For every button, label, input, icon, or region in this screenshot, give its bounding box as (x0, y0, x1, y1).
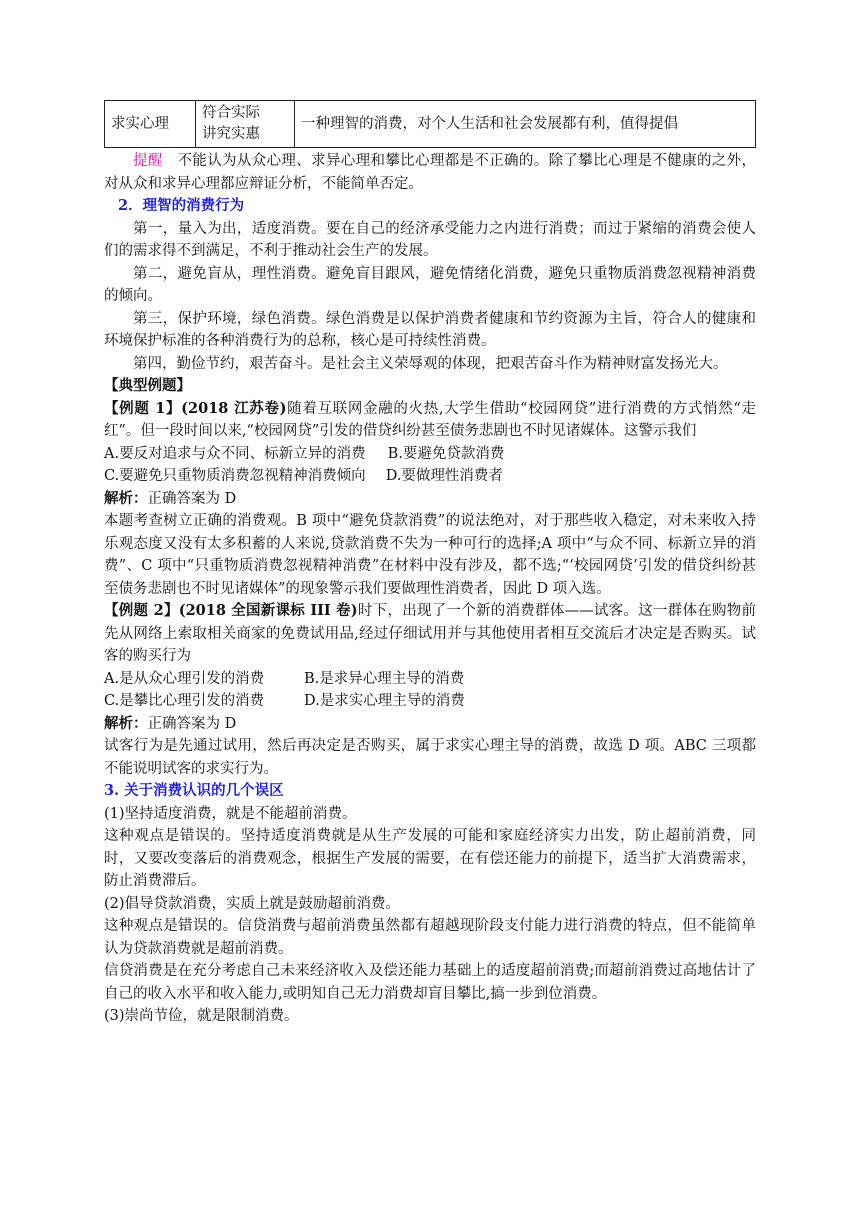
example-1-label: 【例题 1】(2018 江苏卷) (104, 399, 287, 417)
section-2-title: 2．理智的消费行为 (118, 197, 245, 214)
example-2-option-b: B.是求异心理主导的消费 (304, 670, 465, 687)
section-3-item-1-explanation: 这种观点是错误的。坚持适度消费就是从生产发展的可能和家庭经济实力出发，防止超前消费，同时，又要改变落后的消费观念，根据生产发展的需要，在有偿还能力的前提下，适当扩大消费需求，防止消费滞后。 (104, 828, 756, 889)
example-1-option-b: B.要避免贷款消费 (387, 445, 505, 462)
example-1-answer-label: 解析： (104, 489, 148, 507)
example-1-answer (104, 488, 756, 511)
example-2-option-c: C.是攀比心理引发的消费 (104, 693, 265, 709)
feature-line-2: 讲究实惠 (202, 126, 260, 142)
section-3-item-2-explanation: 这种观点是错误的。信贷消费与超前消费虽然都有超越现阶段支付能力进行消费的特点，但不能简单认为贷款消费就是超前消费。 (104, 918, 756, 957)
example-2-options-cd (104, 690, 756, 713)
example-2-label: 【例题 2】(2018 全国新课标 III 卷) (104, 602, 358, 619)
section-3-item-3: (3)崇尚节俭，就是限制消费。 (104, 1008, 299, 1024)
example-2-answer-value: 正确答案为 D (147, 715, 237, 732)
section-2-para-1: 第一，量入为出，适度消费。要在自己的经济承受能力之内进行消费；而过于紧缩的消费会使人们的需求得不到满足，不利于推动社会生产的发展。 (104, 220, 756, 259)
section-3-item-2: (2)倡导贷款消费，实质上就是鼓励超前消费。 (104, 895, 401, 912)
example-1-answer-value: 正确答案为 D (147, 490, 237, 507)
section-2-para-3: 第三，保护环境，绿色消费。绿色消费是以保护消费者健康和节约资源为主旨，符合人的健康和环境保护标准的各种消费行为的总称，核心是可持续性消费。 (104, 310, 756, 349)
example-1-option-d: D.要做理性消费者 (385, 468, 503, 484)
feature-line-1: 符合实际 (202, 105, 260, 121)
example-2-explanation: 试客行为是先通过试用，然后再决定是否购买，属于求实心理主导的消费，故选 D 项。ABC 三项都不能说明试客的求实行为。 (104, 738, 756, 777)
example-1-options-cd (104, 465, 756, 488)
document-page (104, 100, 756, 1028)
example-1-option-c: C.要避免只重物质消费忽视精神消费倾向 (104, 468, 366, 484)
table-cell-type: 求实心理 (105, 101, 196, 148)
table-row (105, 101, 756, 148)
example-2-options-ab (104, 668, 756, 691)
example-1-stem: 随着互联网金融的火热,大学生借助“校园网贷”进行消费的方式悄然“走红”。但一段时间以来,“校园网贷”引发的借贷纠纷甚至债务悲剧也不时见诸媒体。这警示我们 (104, 400, 756, 439)
example-2-stem: 时下，出现了一个新的消费群体——试客。这一群体在购物前先从网络上索取相关商家的免费试用品,经过仔细试用并与其他使用者相互交流后才决定是否购买。试客的购买行为 (104, 603, 756, 664)
example-2-answer (104, 713, 756, 736)
remind-text: 不能认为从众心理、求异心理和攀比心理都是不正确的。除了攀比心理是不健康的之外，对从众和求异心理都应辩证分析，不能简单否定。 (104, 153, 757, 192)
example-2-option-a: A.是从众心理引发的消费 (104, 670, 265, 687)
table-cell-feature (196, 101, 295, 148)
example-1-options-ab (104, 443, 756, 466)
example-1-explanation: 本题考查树立正确的消费观。B 项中“避免贷款消费”的说法绝对，对于那些收入稳定，对未来收入持乐观态度又没有太多积蓄的人来说,贷款消费不失为一种可行的选择;A 项中“与众不同、标新立异的消费”、C 项中“只重物质消费忽视精神消费”在材料中没有涉及，都不选;“‘校园网贷’引发的借贷纠纷甚至债务悲剧也不时见诸媒体”的现象警示我们要做理性消费者，因此 D 项入选。 (104, 513, 756, 597)
section-3-item-1: (1)坚持适度消费，就是不能超前消费。 (104, 805, 357, 822)
section-2-para-2: 第二，避免盲从，理性消费。避免盲目跟风，避免情绪化消费，避免只重物质消费忽视精神消费的倾向。 (104, 265, 756, 304)
section-3-item-2-explanation-2: 信贷消费是在充分考虑自己未来经济收入及偿还能力基础上的适度超前消费;而超前消费过高地估计了自己的收入水平和收入能力,或明知自己无力消费却盲目攀比,搞一步到位消费。 (104, 963, 756, 1002)
example-2-option-d: D.是求实心理主导的消费 (304, 693, 465, 709)
example-2-stem-paragraph (104, 600, 756, 668)
examples-heading: 【典型例题】 (104, 377, 191, 394)
section-3-title: 3. 关于消费认识的几个误区 (104, 782, 284, 799)
remind-label: 提醒 (133, 153, 163, 169)
example-1-stem-paragraph (104, 398, 756, 443)
psychology-table (104, 100, 756, 148)
table-cell-evaluation: 一种理智的消费，对个人生活和社会发展都有利，值得提倡 (295, 101, 756, 148)
remind-paragraph (104, 150, 756, 195)
example-2-answer-label: 解析： (104, 714, 148, 732)
section-2-para-4: 第四，勤俭节约，艰苦奋斗。是社会主义荣辱观的体现，把艰苦奋斗作为精神财富发扬光大。 (133, 355, 728, 372)
example-1-option-a: A.要反对追求与众不同、标新立异的消费 (104, 445, 366, 462)
